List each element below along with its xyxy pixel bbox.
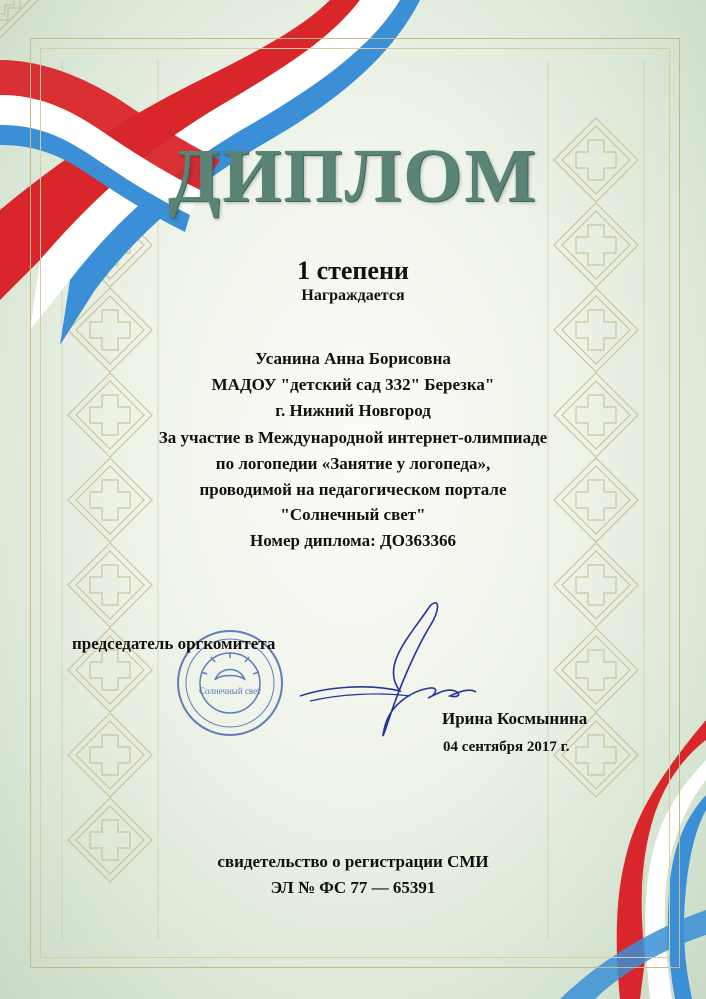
registration-line-2: ЭЛ № ФС 77 — 65391 xyxy=(270,878,436,897)
organization: МАДОУ "детский сад 332" Березка" xyxy=(211,375,495,394)
svg-text:Солнечный свет: Солнечный свет xyxy=(198,686,262,696)
signer-name: Ирина Космынина xyxy=(442,709,588,728)
diploma-number: Номер диплома: ДО363366 xyxy=(250,531,456,550)
portal-name: "Солнечный свет" xyxy=(280,505,426,524)
issue-date: 04 сентября 2017 г. xyxy=(443,739,570,755)
ornament-pattern-icon xyxy=(0,0,38,38)
chair-title: председатель оргкомитета xyxy=(72,634,276,653)
held-on-line: проводимой на педагогическом портале xyxy=(199,480,507,499)
subject-line: по логопедии «Занятие у логопеда», xyxy=(215,454,491,473)
registration-line-1: свидетельство о регистрации СМИ xyxy=(217,852,489,871)
diploma-title: ДИПЛОМ xyxy=(168,134,538,218)
awarded-label: Награждается xyxy=(301,287,405,304)
diploma-degree: 1 степени xyxy=(297,256,409,285)
participation-line: За участие в Международной интернет-олимпиаде xyxy=(158,428,548,447)
recipient-name: Усанина Анна Борисовна xyxy=(255,349,451,368)
city: г. Нижний Новгород xyxy=(275,401,431,420)
